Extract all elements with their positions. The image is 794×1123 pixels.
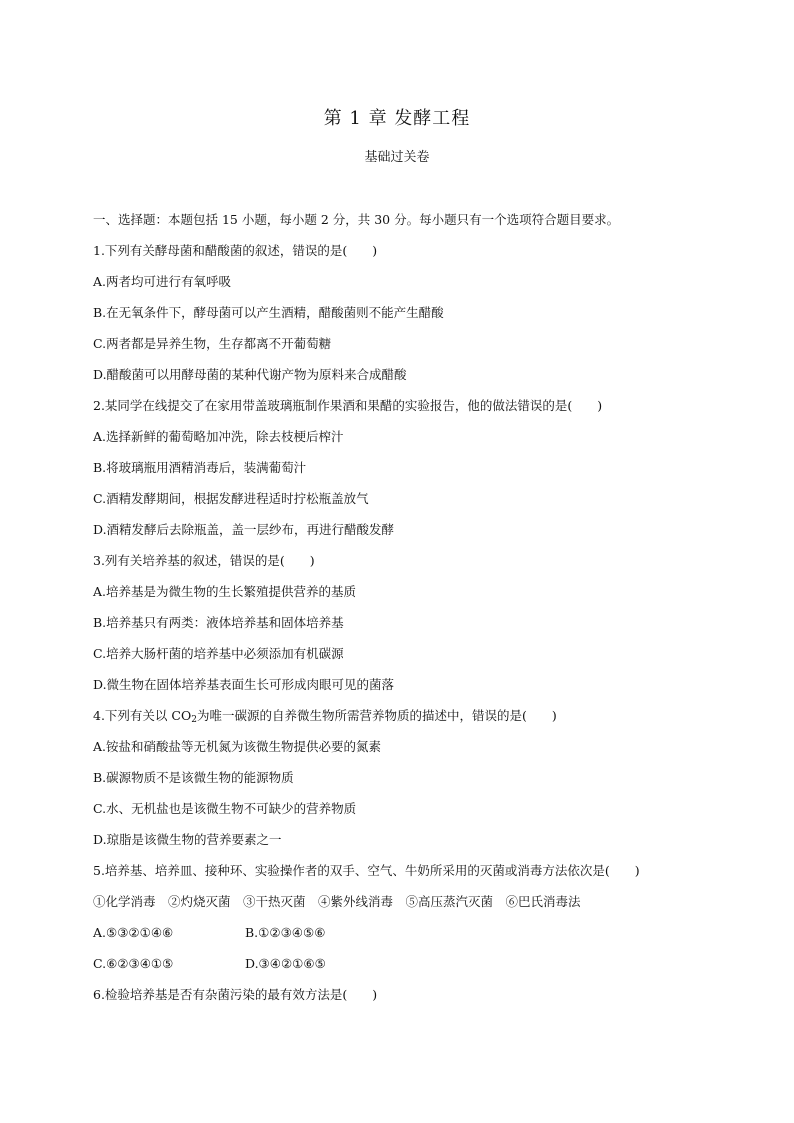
option-a: A.铵盐和硝酸盐等无机氮为该微生物提供必要的氮素 bbox=[93, 739, 382, 754]
question-stem bbox=[93, 700, 713, 731]
option-row bbox=[93, 948, 713, 979]
option-c: C.培养大肠杆菌的培养基中必须添加有机碳源 bbox=[93, 646, 344, 661]
page-title: 第 1 章 发酵工程 bbox=[323, 108, 471, 129]
option-c: C.水、无机盐也是该微生物不可缺少的营养物质 bbox=[93, 801, 357, 816]
option-c: C.⑥②③④①⑤ bbox=[93, 956, 174, 971]
question-stem: 2.某同学在线提交了在家用带盖玻璃瓶制作果酒和果醋的实验报告，他的做法错误的是( ) bbox=[93, 398, 603, 413]
question-stem: 5.培养基、培养皿、接种环、实验操作者的双手、空气、牛奶所采用的灭菌或消毒方法依次是( ) bbox=[93, 863, 640, 878]
option-d: D.微生物在固体培养基表面生长可形成肉眼可见的菌落 bbox=[93, 677, 395, 692]
option-c: C.两者都是异养生物，生存都离不开葡萄糖 bbox=[93, 336, 332, 351]
option-a: A.两者均可进行有氧呼吸 bbox=[93, 274, 232, 289]
option-a: A.选择新鲜的葡萄略加冲洗，除去枝梗后榨汁 bbox=[93, 429, 344, 444]
option-d: D.琼脂是该微生物的营养要素之一 bbox=[93, 832, 282, 847]
question-stem: 1.下列有关酵母菌和醋酸菌的叙述，错误的是( ) bbox=[93, 243, 378, 258]
option-b: B.培养基只有两类：液体培养基和固体培养基 bbox=[93, 615, 344, 630]
stem-text-before: 4.下列有关以 CO bbox=[93, 708, 192, 723]
option-row bbox=[93, 917, 713, 948]
option-d: D.③④②①⑥⑤ bbox=[245, 956, 326, 971]
option-c: C.酒精发酵期间，根据发酵进程适时拧松瓶盖放气 bbox=[93, 491, 369, 506]
question-stem: 6.检验培养基是否有杂菌污染的最有效方法是( ) bbox=[93, 987, 378, 1002]
option-a: A.培养基是为微生物的生长繁殖提供营养的基质 bbox=[93, 584, 357, 599]
stem-text-after: 为唯一碳源的自养微生物所需营养物质的描述中，错误的是( ) bbox=[196, 708, 557, 723]
option-a: A.⑤③②①④⑥ bbox=[93, 925, 174, 940]
option-b: B.①②③④⑤⑥ bbox=[245, 925, 326, 940]
option-b: B.将玻璃瓶用酒精消毒后，装满葡萄汁 bbox=[93, 460, 307, 475]
section-heading: 一、选择题：本题包括 15 小题，每小题 2 分，共 30 分。每小题只有一个选项符合题目要求。 bbox=[93, 212, 620, 227]
option-b: B.在无氧条件下，酵母菌可以产生酒精，醋酸菌则不能产生醋酸 bbox=[93, 305, 444, 320]
subscript-2: 2 bbox=[191, 715, 197, 725]
method-list: ①化学消毒 ②灼烧灭菌 ③干热灭菌 ④紫外线消毒 ⑤高压蒸汽灭菌 ⑥巴氏消毒法 bbox=[93, 894, 581, 909]
page-subtitle: 基础过关卷 bbox=[364, 150, 430, 165]
question-list bbox=[93, 204, 713, 1010]
option-d: D.酒精发酵后去除瓶盖，盖一层纱布，再进行醋酸发酵 bbox=[93, 522, 395, 537]
option-d: D.醋酸菌可以用酵母菌的某种代谢产物为原料来合成醋酸 bbox=[93, 367, 407, 382]
question-stem: 3.列有关培养基的叙述，错误的是( ) bbox=[93, 553, 315, 568]
option-b: B.碳源物质不是该微生物的能源物质 bbox=[93, 770, 294, 785]
